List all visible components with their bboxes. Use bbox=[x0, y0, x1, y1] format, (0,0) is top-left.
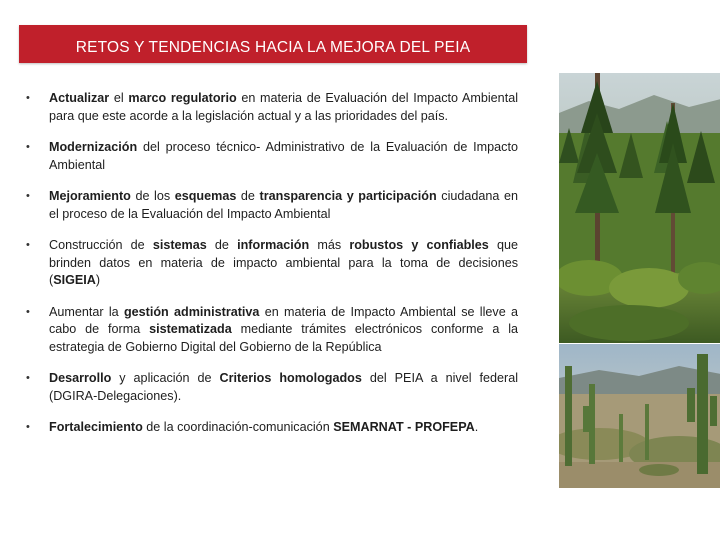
bullet-text: del PEIA a nivel federal (DGIRA-Delegaciones). bbox=[49, 371, 519, 403]
bullet-item bbox=[26, 370, 518, 405]
bullet-text: de bbox=[206, 238, 238, 252]
bullet-text: de la coordinación-comunicación bbox=[142, 420, 334, 434]
bullet-text-bold: información bbox=[237, 238, 310, 252]
bullet-text: de los bbox=[130, 189, 175, 203]
bullet-text: mediante trámites electrónicos conforme a la estrategia de Gobierno Digital del Gobierno de la República bbox=[49, 322, 518, 354]
title-banner bbox=[19, 25, 527, 63]
bullet-text-bold: gestión administrativa bbox=[123, 304, 260, 319]
bullet-text-bold: Mejoramiento bbox=[49, 189, 131, 203]
bullet-text: y aplicación de bbox=[111, 371, 220, 385]
slide-title: RETOS Y TENDENCIAS HACIA LA MEJORA DEL PEIA bbox=[75, 39, 471, 56]
bullet-text-bold: SEMARNAT - PROFEPA bbox=[333, 420, 475, 434]
bullet-item bbox=[26, 90, 518, 125]
bullet-item bbox=[26, 139, 518, 174]
bullet-text-bold: Criterios homologados bbox=[219, 371, 362, 385]
bullet-text-bold: sistemas bbox=[152, 238, 207, 252]
bullet-text-bold: Fortalecimiento bbox=[49, 420, 143, 434]
bullet-text-bold: marco regulatorio bbox=[128, 91, 237, 105]
bullet-text-bold: sistematizada bbox=[149, 322, 232, 336]
bullet-item bbox=[26, 237, 518, 290]
bullet-text: que brinden datos en materia de impacto ambiental para la toma de decisiones ( bbox=[49, 238, 518, 287]
bullet-list bbox=[26, 90, 518, 437]
bullet-item bbox=[26, 419, 518, 437]
bullet-text-bold: robustos y confiables bbox=[349, 238, 489, 252]
bullet-text: ciudadana en el proceso de la Evaluación del Impacto Ambiental bbox=[49, 189, 518, 221]
bullet-text: de bbox=[236, 189, 260, 203]
bullet-item bbox=[26, 188, 518, 223]
bullet-text: en materia de Evaluación del Impacto Ambiental para que este acorde a la legislación actual y a las prioridades del país. bbox=[49, 91, 518, 123]
bullet-item bbox=[26, 304, 518, 357]
bullet-text: Aumentar la bbox=[49, 304, 124, 319]
bullet-text-bold: transparencia y participación bbox=[259, 189, 437, 203]
bullet-text: Construcción de bbox=[49, 238, 153, 252]
bullet-text: el bbox=[109, 91, 129, 105]
cactus-desert-photo bbox=[559, 344, 720, 488]
forest-illustration bbox=[559, 73, 720, 343]
bullet-text: . bbox=[474, 420, 479, 434]
bullet-text: ) bbox=[95, 273, 101, 287]
bullet-text: en materia de Impacto Ambiental se lleve a cabo de forma bbox=[49, 304, 518, 336]
desert-illustration bbox=[559, 344, 720, 488]
bullet-text-bold: SIGEIA bbox=[53, 273, 96, 287]
bullet-text-bold: Actualizar bbox=[49, 91, 110, 105]
bullet-text: del proceso técnico- Administrativo de la Evaluación de Impacto Ambiental bbox=[49, 140, 518, 172]
forest-photo bbox=[559, 73, 720, 343]
bullet-text-bold: Modernización bbox=[49, 140, 138, 154]
bullet-text-bold: Desarrollo bbox=[49, 371, 112, 385]
bullet-text: más bbox=[309, 238, 350, 252]
bullet-text-bold: esquemas bbox=[174, 189, 237, 203]
